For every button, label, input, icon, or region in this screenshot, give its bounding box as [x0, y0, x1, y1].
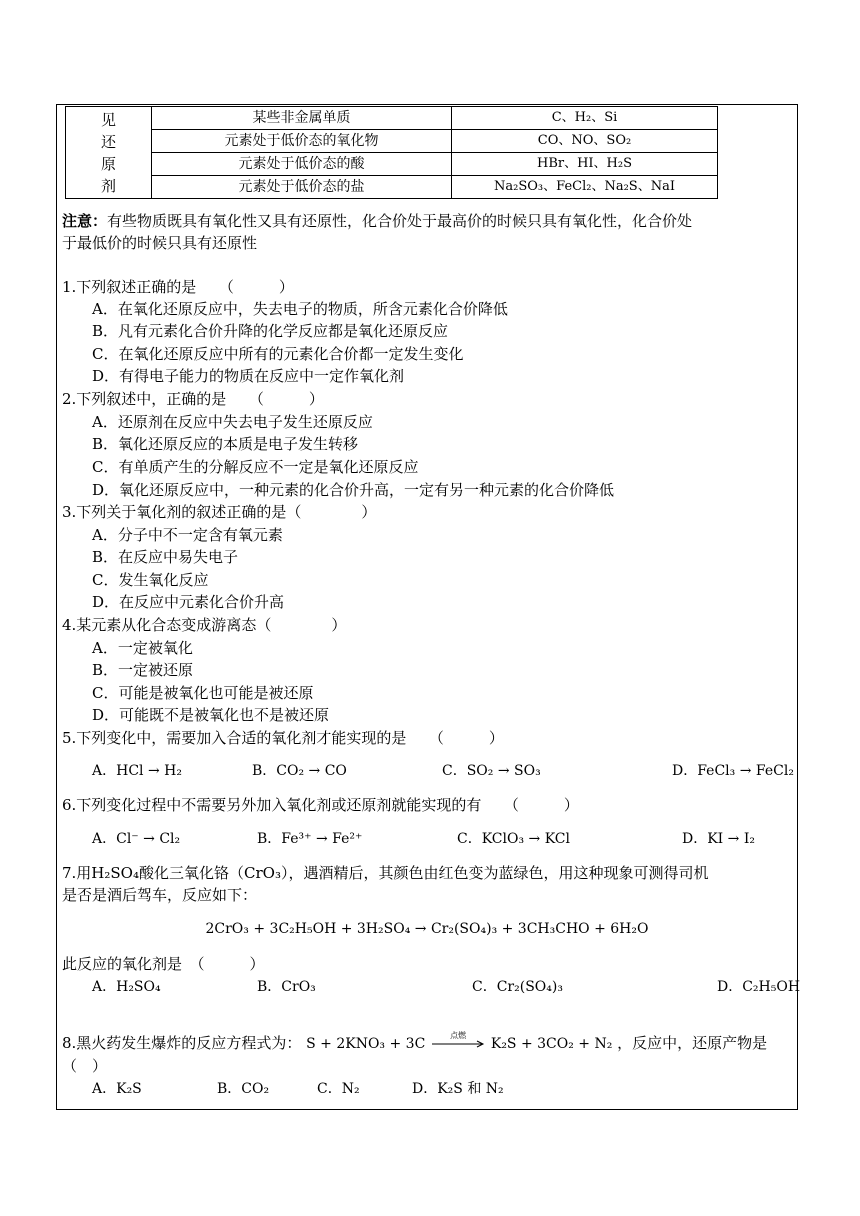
question-7-cont: 是否是酒后驾车，反应如下： [62, 886, 258, 904]
question-8-stem: 8.黑火药发生爆炸的反应方程式为： [62, 1034, 302, 1052]
option: A．在氧化还原反应中，失去电子的物质，所含元素化合价降低 [92, 300, 508, 318]
category-cell [66, 107, 152, 199]
table-desc: 元素处于低价态的酸 [152, 153, 452, 176]
reducing-agent-table [65, 106, 718, 199]
option: B．凡有元素化合价升降的化学反应都是氧化还原反应 [92, 322, 449, 340]
question-8-stem-b: ，反应中，还原产物是 [617, 1034, 768, 1052]
option: A．还原剂在反应中失去电子发生还原反应 [92, 413, 373, 431]
question-7: 7.用H₂SO₄酸化三氧化铬（CrO₃），遇酒精后，其颜色由红色变为蓝绿色，用这种现象可测得司机 [62, 864, 709, 882]
note-line: 于最低价的时候只具有还原性 [62, 234, 258, 252]
option: A．Cl⁻ → Cl₂ [92, 831, 181, 847]
option: D．FeCl₃ → FeCl₂ [672, 763, 794, 779]
option: C．发生氧化反应 [92, 571, 209, 589]
note-text: 有些物质既具有氧化性又具有还原性，化合价处于最高价的时候只具有氧化性，化合价处 [107, 212, 693, 230]
reaction-condition: 点燃 [450, 1031, 467, 1040]
note-line [62, 210, 692, 232]
option: B．在反应中易失电子 [92, 548, 239, 566]
option: D．K₂S 和 N₂ [412, 1081, 504, 1097]
option: C．KClO₃ → KCl [457, 831, 570, 847]
table-example: CO、NO、SO₂ [452, 130, 718, 153]
option: A．HCl → H₂ [92, 763, 182, 779]
option: B．CrO₃ [257, 979, 316, 995]
category-char: 还 [100, 132, 116, 151]
option: B．CO₂ [217, 1081, 270, 1097]
question-7-ask: 此反应的氧化剂是 （ ） [62, 955, 265, 973]
option: D．KI → I₂ [682, 831, 755, 847]
option: C．有单质产生的分解反应不一定是氧化还原反应 [92, 458, 419, 476]
option: B．氧化还原反应的本质是电子发生转移 [92, 435, 359, 453]
category-char: 见 [100, 110, 116, 129]
option: D．氧化还原反应中，一种元素的化合价升高，一定有另一种元素的化合价降低 [92, 481, 615, 499]
option: A．H₂SO₄ [92, 979, 161, 995]
question-5: 5.下列变化中，需要加入合适的氧化剂才能实现的是 （ ） [62, 729, 504, 747]
category-char: 剂 [100, 176, 116, 195]
table-example: HBr、HI、H₂S [452, 153, 718, 176]
option: C．Cr₂(SO₄)₃ [472, 979, 563, 995]
note-label: 注意： [62, 212, 108, 230]
question-2: 2.下列叙述中，正确的是 （ ） [62, 390, 324, 408]
option: A．分子中不一定含有氧元素 [92, 526, 283, 544]
option: B．一定被还原 [92, 661, 194, 679]
option: C．SO₂ → SO₃ [442, 763, 541, 779]
table-example: Na₂SO₃、FeCl₂、Na₂S、NaI [452, 176, 718, 199]
option: D．在反应中元素化合价升高 [92, 593, 285, 611]
question-4: 4.某元素从化合态变成游离态（ ） [62, 616, 347, 634]
question-3: 3.下列关于氧化剂的叙述正确的是（ ） [62, 503, 377, 521]
option: C．可能是被氧化也可能是被还原 [92, 684, 314, 702]
equation-left: S + 2KNO₃ + 3C [306, 1036, 426, 1052]
option: A．一定被氧化 [92, 639, 193, 657]
reaction-equation: 2CrO₃ + 3C₂H₅OH + 3H₂SO₄ → Cr₂(SO₄)₃ + 3CH₃CHO + 6H₂O [205, 921, 649, 937]
option: C．N₂ [317, 1081, 360, 1097]
table-desc: 元素处于低价态的盐 [152, 176, 452, 199]
option: D．有得电子能力的物质在反应中一定作氧化剂 [92, 367, 405, 385]
answer-blank: （ ） [62, 1057, 108, 1075]
option: A．K₂S [92, 1081, 142, 1097]
option: D．C₂H₅OH [717, 979, 801, 995]
equation-right: K₂S + 3CO₂ + N₂ [490, 1036, 613, 1052]
question-1: 1.下列叙述正确的是 （ ） [62, 278, 294, 296]
table-desc: 元素处于低价态的氧化物 [152, 130, 452, 153]
option: D．可能既不是被氧化也不是被还原 [92, 706, 330, 724]
table-desc: 某些非金属单质 [152, 107, 452, 130]
category-char: 原 [100, 154, 116, 173]
arrow-icon [430, 1040, 486, 1048]
reaction-arrow [430, 1031, 486, 1048]
question-8 [62, 1032, 767, 1055]
question-6: 6.下列变化过程中不需要另外加入氧化剂或还原剂就能实现的有 （ ） [62, 796, 579, 814]
option: B．Fe³⁺ → Fe²⁺ [257, 831, 363, 847]
option: B．CO₂ → CO [252, 763, 347, 779]
table-example: C、H₂、Si [452, 107, 718, 130]
option: C．在氧化还原反应中所有的元素化合价都一定发生变化 [92, 345, 464, 363]
